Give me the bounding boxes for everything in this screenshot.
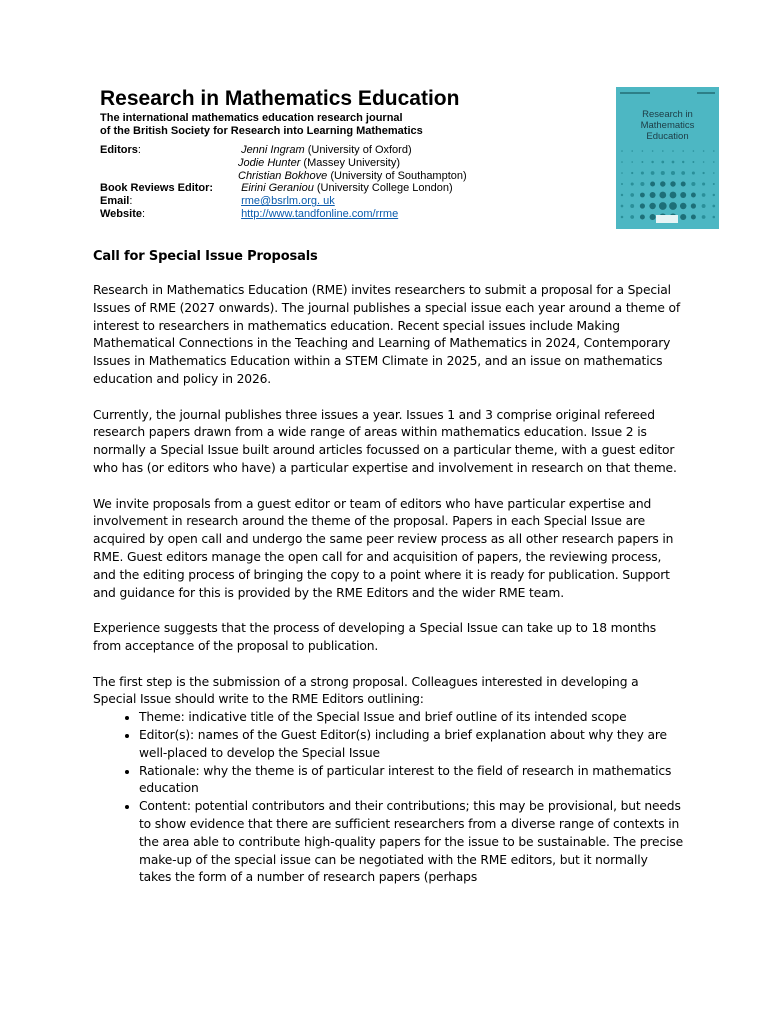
cover-dot bbox=[652, 150, 654, 152]
editor-name: Jodie Hunter bbox=[238, 156, 301, 169]
cover-dot bbox=[650, 192, 656, 198]
cover-dot bbox=[702, 172, 704, 174]
website-label: Website: bbox=[100, 207, 146, 220]
cover-dot bbox=[621, 216, 624, 219]
list-item: • Editor(s): names of the Guest Editor(s) including a brief explanation about why they are well-placed to develop the Special Issue bbox=[139, 727, 683, 763]
cover-dot bbox=[670, 181, 675, 186]
cover-dot bbox=[660, 181, 665, 186]
cover-dot bbox=[661, 171, 665, 175]
cover-dot bbox=[702, 182, 705, 185]
editor-affiliation: (University of Southampton) bbox=[327, 169, 467, 182]
cover-dot bbox=[641, 171, 644, 174]
cover-dot bbox=[621, 205, 624, 208]
list-item: • Content: potential contributors and their contributions; this may be provisional, but needs to show evidence that there are sufficient researchers from a diverse range of contexts in the area able to contribute high-quality papers for the issue to be sustainable. The precise make-up of the special issue can be negotiated with the RME editors, but it normally takes the form of a number of research papers (perhaps bbox=[139, 798, 683, 887]
cover-dot bbox=[631, 150, 633, 152]
paragraph: Experience suggests that the process of developing a Special Issue can take up to 18 months from acceptance of the proposal to publication. bbox=[93, 621, 657, 653]
email-link[interactable]: rme@bsrlm.org. uk bbox=[241, 195, 335, 208]
editor-entry bbox=[238, 144, 600, 157]
editors-table bbox=[100, 144, 600, 221]
editor-entry bbox=[238, 170, 600, 183]
list-item: • Rationale: why the theme is of particular interest to the field of research in mathematics education bbox=[139, 763, 683, 799]
cover-dot bbox=[693, 150, 695, 152]
cover-dot bbox=[661, 161, 664, 164]
cover-dot bbox=[631, 182, 634, 185]
cover-dot bbox=[630, 193, 634, 197]
cover-dot bbox=[702, 204, 706, 208]
journal-cover-image bbox=[616, 87, 719, 229]
cover-dot bbox=[621, 172, 623, 174]
cover-dot bbox=[713, 161, 715, 163]
email-label: Email: bbox=[100, 195, 133, 208]
section-title: Call for Special Issue Proposals bbox=[93, 249, 318, 264]
publisher-logo bbox=[656, 215, 678, 223]
cover-dot bbox=[640, 193, 645, 198]
cover-dot bbox=[640, 215, 645, 220]
cover-dot bbox=[659, 192, 666, 199]
proposal-outline-list bbox=[93, 709, 683, 887]
cover-dot bbox=[659, 202, 667, 210]
cover-dot bbox=[703, 150, 705, 152]
cover-dot bbox=[670, 192, 677, 199]
cover-dot bbox=[649, 203, 655, 209]
cover-dot bbox=[631, 161, 633, 163]
cover-dot bbox=[642, 150, 644, 152]
editors-label: Editors: bbox=[100, 144, 141, 156]
cover-dot bbox=[692, 171, 695, 174]
editor-entry bbox=[238, 157, 600, 170]
editor-name: Christian Bokhove bbox=[238, 169, 328, 182]
paragraph: Research in Mathematics Education (RME) invites researchers to submit a proposal for a Special Issues of RME (2027 onwards). The journal publishes a special issue each year around a theme of interest to researchers in mathematics education. Recent special issues include Making Mathematical Connections in the Teaching and Learning of Mathematics in 2024, Contemporary Issues in Mathematics Education within a STEM Climate in 2025, and an issue on mathematics education and policy in 2026. bbox=[93, 283, 681, 386]
cover-dot bbox=[621, 183, 623, 185]
cover-dot bbox=[692, 161, 694, 163]
website-link[interactable]: http://www.tandfonline.com/rrme bbox=[241, 207, 399, 220]
cover-dot bbox=[650, 214, 656, 220]
journal-subtitle-line-1: The international mathematics education research journal bbox=[100, 112, 403, 124]
book-reviews-name: Eirini Geraniou bbox=[241, 182, 314, 195]
cover-dot-pattern bbox=[616, 87, 719, 229]
book-reviews-affiliation: (University College London) bbox=[313, 182, 453, 195]
cover-dot bbox=[712, 205, 715, 208]
cover-dot bbox=[640, 182, 644, 186]
journal-header bbox=[100, 86, 600, 221]
cover-dot bbox=[713, 216, 716, 219]
cover-dot bbox=[672, 150, 674, 152]
cover-dot bbox=[713, 150, 715, 152]
paragraph: The first step is the submission of a strong proposal. Colleagues interested in developing a Special Issue should write to the RME Editors outlining: bbox=[93, 674, 639, 707]
cover-dot bbox=[651, 171, 655, 175]
cover-dot bbox=[621, 161, 623, 163]
cover-dot bbox=[621, 194, 623, 196]
cover-dot bbox=[671, 171, 675, 175]
cover-dot bbox=[691, 203, 696, 208]
editor-affiliation: (Massey University) bbox=[300, 156, 400, 169]
cover-dot bbox=[680, 214, 686, 220]
cover-title: Research in Mathematics Education bbox=[640, 109, 695, 142]
cover-dot bbox=[640, 203, 645, 208]
editor-name: Jenni Ingram bbox=[241, 144, 305, 156]
cover-dot bbox=[682, 150, 684, 152]
cover-dot bbox=[662, 150, 664, 152]
cover-dot bbox=[680, 203, 687, 210]
cover-dot bbox=[621, 150, 623, 152]
cover-dot bbox=[713, 194, 715, 196]
cover-dot bbox=[672, 161, 675, 164]
cover-dot bbox=[631, 172, 633, 174]
cover-dot bbox=[691, 215, 696, 220]
list-item: • Theme: indicative title of the Special Issue and brief outline of its intended scope bbox=[139, 709, 683, 727]
cover-dot bbox=[630, 204, 634, 208]
cover-dot bbox=[702, 215, 706, 219]
document-body bbox=[93, 248, 683, 887]
journal-title: Research in Mathematics Education bbox=[100, 87, 460, 110]
book-reviews-editor bbox=[238, 182, 600, 195]
book-reviews-label: Book Reviews Editor: bbox=[100, 182, 214, 195]
cover-dot bbox=[702, 193, 706, 197]
cover-dot bbox=[713, 183, 715, 185]
cover-dot bbox=[630, 215, 634, 219]
cover-dot bbox=[669, 202, 677, 210]
cover-dot bbox=[691, 182, 695, 186]
paragraph: We invite proposals from a guest editor or team of editors who have particular expertise and involvement in research around the theme of the proposal. Papers in each Special Issue are acquired by open call and undergo the same peer review process as all other research papers in RME. Guest editors manage the open call for and acquisition of papers, the reviewing process, and the editing process of bringing the copy to a point where it is ready for publication. Support and guidance for this is provided by the RME Editors and the wider RME team. bbox=[93, 496, 674, 600]
cover-dot bbox=[651, 161, 653, 163]
cover-dot bbox=[691, 193, 696, 198]
paragraph: Currently, the journal publishes three issues a year. Issues 1 and 3 comprise original refereed research papers drawn from a wide range of areas within mathematics education. Issue 2 is normally a Special Issue built around articles focussed on a particular theme, with a guest editor who has (or editors who have) a particular expertise and involvement in research on that theme. bbox=[93, 407, 677, 475]
cover-dot bbox=[703, 161, 705, 163]
cover-dot bbox=[641, 161, 643, 163]
cover-dot bbox=[650, 182, 655, 187]
cover-dot bbox=[681, 182, 686, 187]
cover-dot bbox=[682, 161, 684, 163]
cover-dot bbox=[680, 192, 686, 198]
journal-subtitle-line-2: of the British Society for Research into Learning Mathematics bbox=[100, 125, 423, 137]
cover-dot bbox=[681, 171, 685, 175]
cover-dot bbox=[713, 172, 715, 174]
editor-affiliation: (University of Oxford) bbox=[304, 144, 412, 156]
